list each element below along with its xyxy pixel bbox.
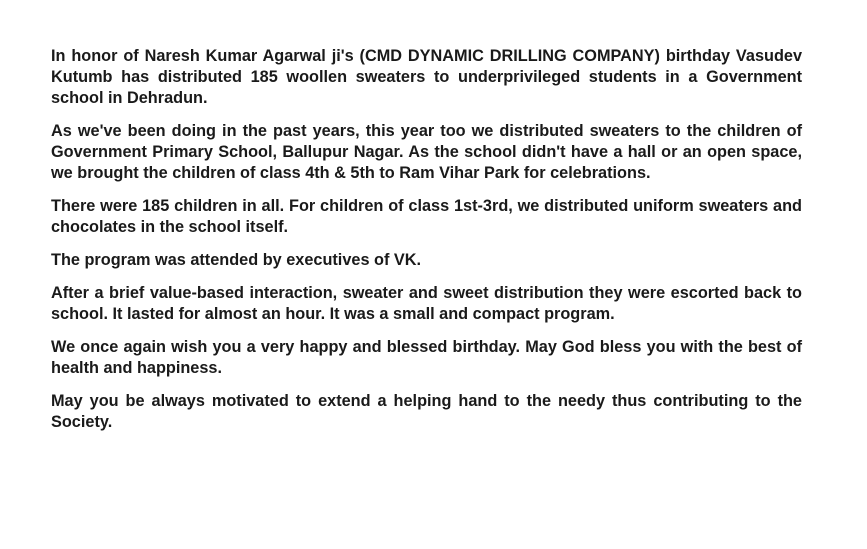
paragraph-attendance: The program was attended by executives of VK. — [51, 251, 422, 269]
paragraph-interaction: After a brief value-based interaction, sweater and sweet distribution they were escorted back to school. It lasted for almost an hour. It was a small and compact program. — [51, 284, 802, 323]
paragraph-past-years: As we've been doing in the past years, this year too we distributed sweaters to the children of Government Primary School, Ballupur Nagar. As the school didn't have a hall or an open space, we brought the children of class 4th & 5th to Ram Vihar Park for celebrations. — [51, 122, 802, 182]
paragraph-intro: In honor of Naresh Kumar Agarwal ji's (CMD DYNAMIC DRILLING COMPANY) birthday Vasudev Kutumb has distributed 185 woollen sweaters to underprivileged students in a Government school in Dehradun. — [51, 47, 802, 107]
paragraph-birthday-wish: We once again wish you a very happy and blessed birthday. May God bless you with the best of health and happiness. — [51, 338, 802, 377]
document-body — [51, 46, 802, 445]
paragraph-children-count: There were 185 children in all. For children of class 1st-3rd, we distributed uniform sweaters and chocolates in the school itself. — [51, 197, 802, 236]
paragraph-closing: May you be always motivated to extend a helping hand to the needy thus contributing to the Society. — [51, 392, 802, 431]
